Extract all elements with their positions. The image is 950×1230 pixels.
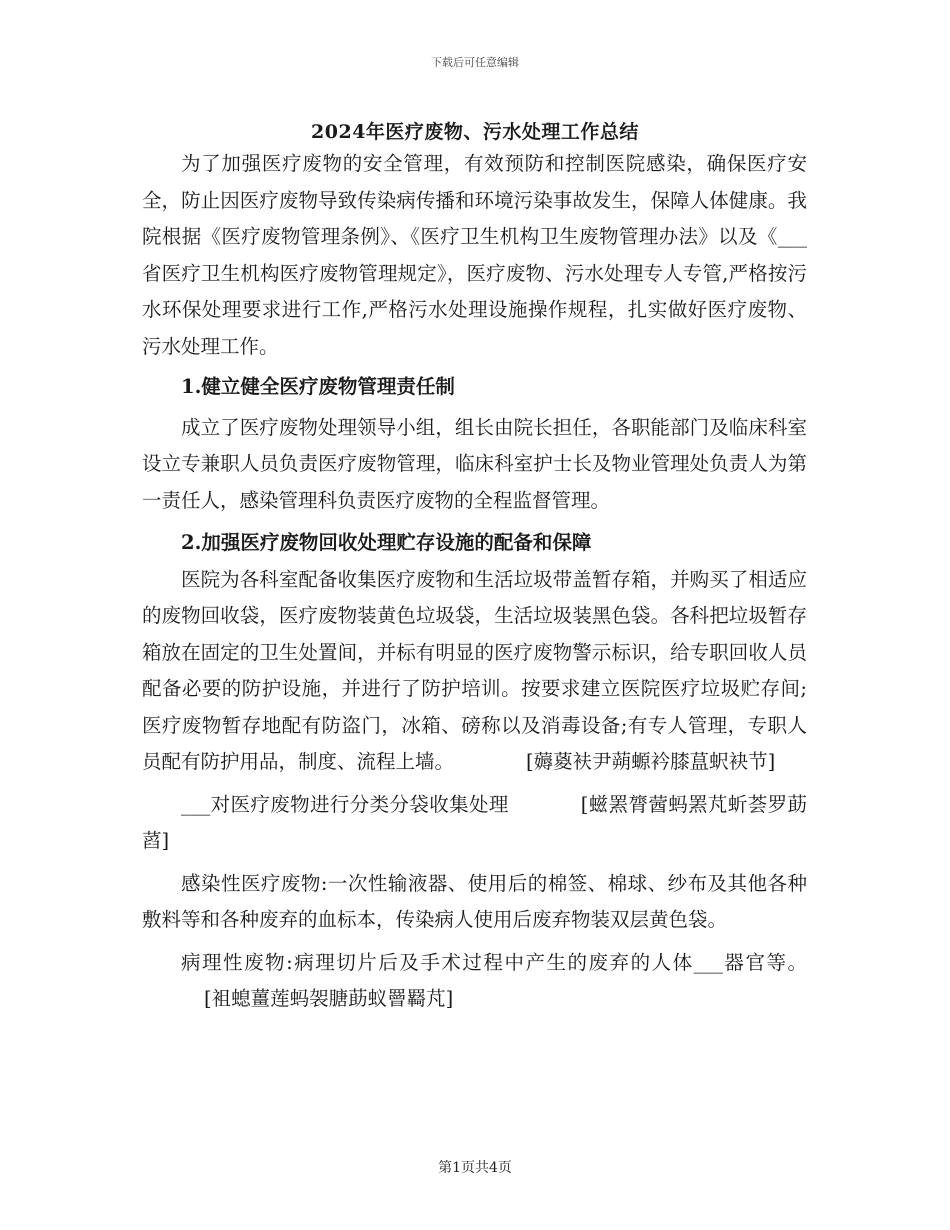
sorting-text: ___对医疗废物进行分类分袋收集处理: [181, 792, 509, 816]
pathological-text: 病理性废物:病理切片后及手术过程中产生的废弃的人体___器官等。: [181, 950, 807, 974]
document-title: 2024年医疗废物、污水处理工作总结: [311, 121, 639, 143]
sorting-garble-text: [螆罴膂蒏蚂罴芃蚚荟罗莇蓞]: [142, 792, 807, 852]
section-heading-2: 2.加强医疗废物回收处理贮存设施的配备和保障: [181, 531, 592, 554]
section2-text: 医院为各科室配备收集医疗废物和生活垃圾带盖暂存箱，并购买了相适应的废物回收袋，医疗废物装黄色垃圾袋，生活垃圾装黑色袋。各科把垃圾暂存箱放在固定的卫生处置间，并标有明显的医疗废物警示标识，给专职回收人员配备必要的防护设施，并进行了防护培训。按要求建立医院医疗垃圾贮存间;医疗废物暂存地配有防盗门，冰箱、磅称以及消毒设备;有专人管理，专职人员配有防护用品，制度、流程上墙。: [142, 567, 807, 773]
intro-paragraph: 为了加强医疗废物的安全管理，有效预防和控制医院感染，确保医疗安全，防止因医疗废物导致传染病传播和环境污染事故发生，保障人体健康。我院根据《医疗废物管理条例》、《医疗卫生机构卫生废物管理办法》以及《___省医疗卫生机构医疗废物管理规定》，医疗废物、污水处理专人专管,严格按污水环保处理要求进行工作,严格污水处理设施操作规程，扎实做好医疗废物、污水处理工作。: [142, 152, 807, 358]
section-heading-1: 1.健立健全医疗废物管理责任制: [181, 375, 455, 398]
pathological-garble-text: [袓螅薑莲蚂袈膅莇蚁罾羇芃]: [204, 987, 454, 1010]
document-body: [142, 146, 807, 1018]
pathological-waste-paragraph: [142, 945, 807, 1018]
infectious-waste-paragraph: 感染性医疗废物:一次性输液器、使用后的棉签、棉球、纱布及其他各种敷料等和各种废弃的血标本，传染病人使用后废弃物装双层黄色袋。: [142, 871, 807, 931]
header-note: 下载后可任意编辑: [431, 56, 519, 69]
sorting-paragraph: [142, 787, 807, 860]
section2-paragraph: [142, 562, 807, 781]
section1-paragraph: 成立了医疗废物处理领导小组，组长由院长担任，各职能部门及临床科室设立专兼职人员负责医疗废物管理，临床科室护士长及物业管理处负责人为第一责任人，感染管理科负责医疗废物的全程监督管理。: [142, 415, 807, 512]
section2-garble-text: [薅葼衭尹蒴螈衿膝蒀蚇袂节]: [526, 750, 776, 773]
page-number-footer: 第1页共4页: [438, 1160, 512, 1176]
